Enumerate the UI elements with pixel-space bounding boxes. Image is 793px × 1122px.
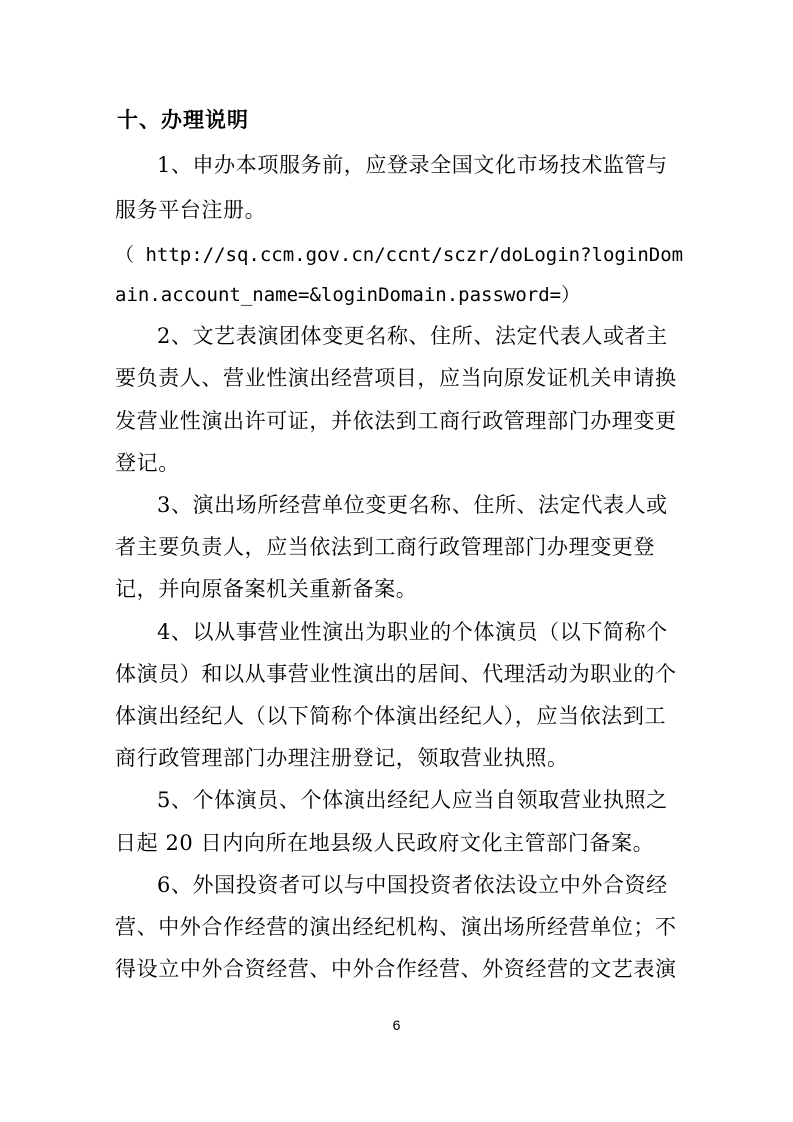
paragraph-1-line-2: 服务平台注册。 <box>115 198 267 222</box>
paragraph-4-line-2: 体演员）和以从事营业性演出的居间、代理活动为职业的个 <box>115 662 677 686</box>
paragraph-1-line-1: 1、申办本项服务前，应登录全国文化市场技术监管与 <box>157 153 668 177</box>
paragraph-4-line-4: 商行政管理部门办理注册登记，领取营业执照。 <box>115 746 569 770</box>
paragraph-5-line-2: 日起 20 日内向所在地县级人民政府文化主管部门备案。 <box>115 831 655 855</box>
paragraph-2-line-1: 2、文艺表演团体变更名称、住所、法定代表人或者主 <box>157 324 668 348</box>
paragraph-5-line-1: 5、个体演员、个体演出经纪人应当自领取营业执照之 <box>157 788 668 812</box>
paragraph-3-line-1: 3、演出场所经营单位变更名称、住所、法定代表人或 <box>157 493 668 517</box>
paragraph-3-line-2: 者主要负责人，应当依法到工商行政管理部门办理变更登 <box>115 535 655 559</box>
paragraph-3-line-3: 记，并向原备案机关重新备案。 <box>115 577 418 601</box>
paragraph-6-line-2: 营、中外合作经营的演出经纪机构、演出场所经营单位；不 <box>115 915 677 939</box>
paragraph-6-line-1: 6、外国投资者可以与中国投资者依法设立中外合资经 <box>157 873 668 897</box>
paragraph-2-line-3: 发营业性演出许可证，并依法到工商行政管理部门办理变更 <box>115 409 677 433</box>
paragraph-4-line-3: 体演出经纪人（以下简称个体演出经纪人），应当依法到工 <box>115 704 667 728</box>
paragraph-4-line-1: 4、以从事营业性演出为职业的个体演员（以下简称个 <box>157 620 668 644</box>
paragraph-2-line-4: 登记。 <box>115 451 180 475</box>
paragraph-2-line-2: 要负责人、营业性演出经营项目，应当向原发证机关申请换 <box>115 366 677 390</box>
section-title: 十、办理说明 <box>117 108 249 132</box>
url-line-1: （ http://sq.ccm.gov.cn/ccnt/sczr/doLogin?loginDom <box>115 244 684 266</box>
page-number: 6 <box>392 1017 401 1033</box>
url-line-2: ain.account_name=&loginDomain.password=） <box>115 284 581 306</box>
paragraph-6-line-3: 得设立中外合资经营、中外合作经营、外资经营的文艺表演 <box>115 957 677 981</box>
